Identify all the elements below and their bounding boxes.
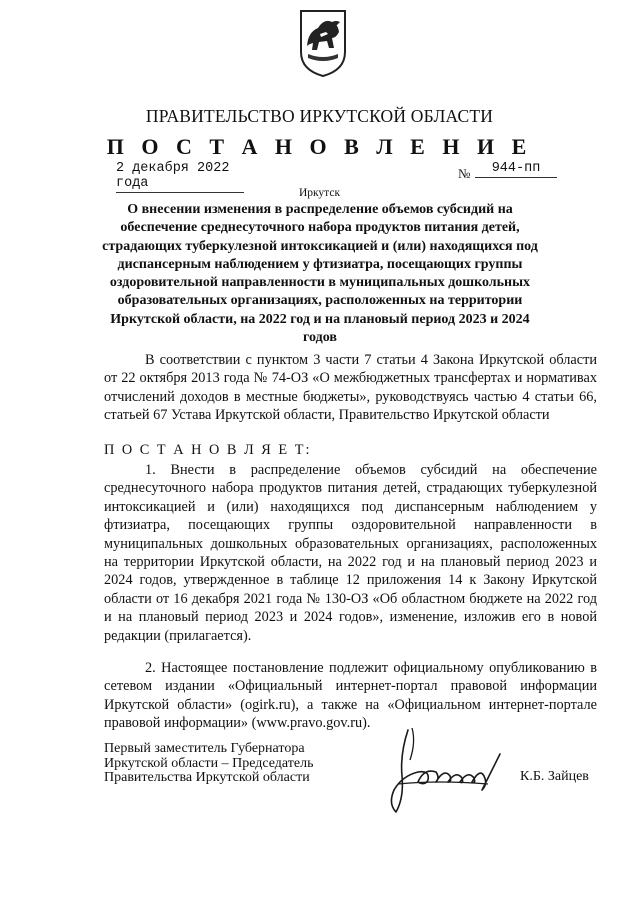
signer-position-line2: Иркутской области – Председатель (104, 755, 314, 771)
signer-name: К.Б. Зайцев (520, 769, 589, 784)
signer-position-line1: Первый заместитель Губернатора (104, 741, 305, 756)
item-2-paragraph: 2. Настоящее постановление подлежит официальному опубликованию в сетевом издании «Официальный интернет-портал правовой информации Иркутской области» (ogirk.ru), а также на «Официальном интернет-портале правовой информации» (www.pravo.gov.ru). (104, 660, 597, 732)
document-number: 944-пп (475, 161, 557, 178)
preamble-paragraph: В соответствии с пунктом 3 части 7 статьи 4 Закона Иркутской области от 22 октября 2013 года № 74-ОЗ «О межбюджетных трансфертах и нормативах отчислений доходов в местные бюджеты», руководствуясь частью 4 статьи 66, статьей 67 Устава Иркутской области, Правительство Иркутской области (104, 352, 597, 424)
city-name: Иркутск (298, 187, 341, 199)
coat-of-arms-icon (298, 8, 348, 78)
document-title: О внесении изменения в распределение объемов субсидий на обеспечение среднесуточного набора продуктов питания детей, страдающих туберкулезной интоксикацией и (или) находящихся под диспансерным наблюдением у фтизиатра, посещающих группы оздоровительной направленности в муниципальных дошкольных образовательных организациях, расположенных на территории Иркутской области, на 2022 год и на плановый период 2023 и 2024 годов (102, 202, 538, 346)
document-date: 2 декабря 2022 года (116, 161, 244, 193)
document-type: П О С Т А Н О В Л Е Н И Е (106, 134, 533, 159)
signer-position-line3: Правительства Иркутской области (104, 770, 310, 785)
decree-word: П О С Т А Н О В Л Я Е Т: (104, 442, 312, 458)
item-1-paragraph: 1. Внести в распределение объемов субсидий на обеспечение среднесуточного набора продуктов питания детей, страдающих туберкулезной интоксикацией и (или) находящихся под диспансерным наблюдением у фтизиатра, посещающих группы оздоровительной направленности в муниципальных дошкольных образовательных организациях, расположенных на территории Иркутской области, на 2022 год и на плановый период 2023 и 2024 годов, утвержденное в таблице 12 приложения 14 к Закону Иркутской области от 16 декабря 2021 года № 130-ОЗ «Об областном бюджете на 2022 год и на плановый период 2023 и 2024 годов», изменение, изложив его в новой редакции (прилагается). (104, 462, 597, 644)
signer-position (104, 742, 313, 786)
number-label: № (458, 166, 471, 181)
government-name: ПРАВИТЕЛЬСТВО ИРКУТСКОЙ ОБЛАСТИ (145, 106, 494, 126)
handwritten-signature (378, 724, 508, 818)
